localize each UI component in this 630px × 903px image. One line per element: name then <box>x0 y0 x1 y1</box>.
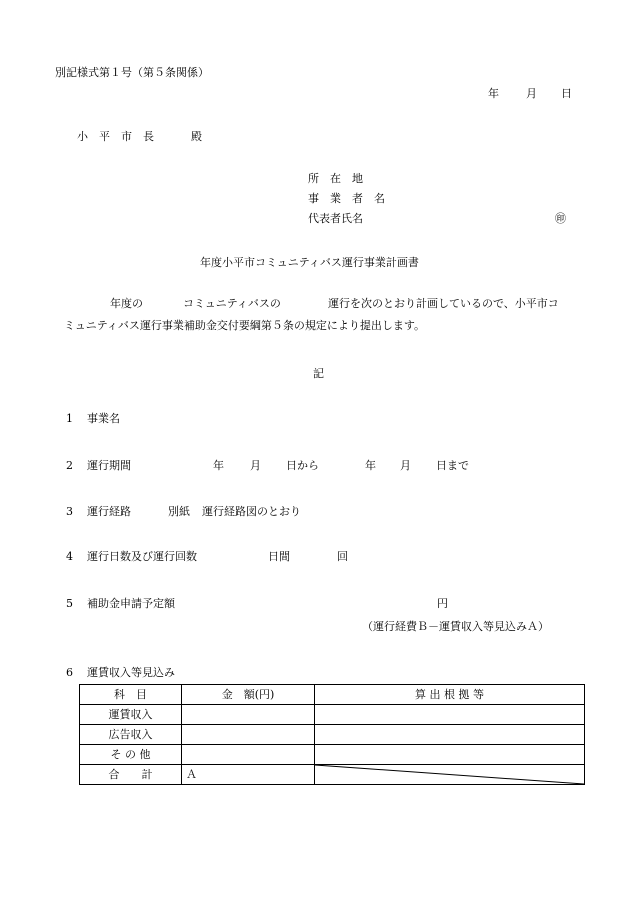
table-header-subject: 科 目 <box>80 685 182 705</box>
item2-year-to: 年 <box>365 459 376 472</box>
ki-heading: 記 <box>313 367 324 380</box>
table-row <box>80 725 585 745</box>
table-cell-label: 運賃収入 <box>80 705 182 725</box>
item2-month-to: 月 <box>400 459 411 472</box>
item3-value-attachment: 別紙 <box>168 505 190 518</box>
table-cell-amount[interactable]: Ａ <box>182 765 315 785</box>
item6-number: 6 <box>66 666 73 679</box>
representative-label: 代表者氏名 <box>308 212 363 225</box>
table-row <box>80 745 585 765</box>
table-cell-label: そ の 他 <box>80 745 182 765</box>
intro-part3: 運行を次のとおり計画しているので、小平市コ <box>328 297 559 310</box>
item4-number: 4 <box>66 550 73 563</box>
business-name-label: 事 業 者 名 <box>308 192 385 205</box>
table-total-row <box>80 765 585 785</box>
addressee-name: 小 平 市 長 <box>77 130 154 143</box>
table-cell-label: 広告収入 <box>80 725 182 745</box>
seal-mark: ㊞ <box>555 212 566 225</box>
table-cell-basis[interactable] <box>315 705 585 725</box>
item2-day-from: 日から <box>286 459 319 472</box>
item4-days: 日間 <box>268 550 290 563</box>
item2-year-from: 年 <box>213 459 224 472</box>
document-title: 年度小平市コミュニティバス運行事業計画書 <box>200 256 419 269</box>
item3-label: 運行経路 <box>87 505 131 518</box>
item5-yen: 円 <box>437 597 448 610</box>
table-cell-basis[interactable] <box>315 745 585 765</box>
intro-line2: ミュニティバス運行事業補助金交付要綱第５条の規定により提出します。 <box>64 319 426 332</box>
item1-number: 1 <box>66 412 73 425</box>
revenue-table <box>79 684 585 785</box>
item3-value-route: 運行経路図のとおり <box>202 505 301 518</box>
table-cell-amount[interactable] <box>182 745 315 765</box>
date-day: 日 <box>561 87 572 100</box>
table-row <box>80 705 585 725</box>
item4-label: 運行日数及び運行回数 <box>87 550 197 563</box>
item5-label: 補助金申請予定額 <box>87 597 175 610</box>
intro-part1: 年度の <box>110 297 143 310</box>
item2-day-to: 日まで <box>436 459 469 472</box>
date-year: 年 <box>488 87 499 100</box>
table-header-basis: 算 出 根 拠 等 <box>315 685 585 705</box>
item2-month-from: 月 <box>250 459 261 472</box>
intro-part2: コミュニティバスの <box>183 297 281 310</box>
item5-formula-note: （運行経費Ｂ－運賃収入等見込みＡ） <box>362 620 549 633</box>
diagonal-strike <box>315 765 584 784</box>
item5-number: 5 <box>66 597 73 610</box>
item4-times: 回 <box>337 550 348 563</box>
item2-number: 2 <box>66 459 73 472</box>
date-month: 月 <box>526 87 537 100</box>
item2-label: 運行期間 <box>87 459 131 472</box>
table-cell-amount[interactable] <box>182 725 315 745</box>
item6-label: 運賃収入等見込み <box>87 666 175 679</box>
table-header-row <box>80 685 585 705</box>
address-label: 所 在 地 <box>308 172 363 185</box>
item3-number: 3 <box>66 505 73 518</box>
table-cell-label: 合 計 <box>80 765 182 785</box>
table-cell-amount[interactable] <box>182 705 315 725</box>
addressee-honorific: 殿 <box>191 130 202 143</box>
table-cell-basis-struck <box>315 765 585 785</box>
form-id: 別記様式第１号（第５条関係） <box>55 66 209 79</box>
item1-label: 事業名 <box>87 412 120 425</box>
table-cell-basis[interactable] <box>315 725 585 745</box>
table-header-amount: 金 額(円) <box>182 685 315 705</box>
